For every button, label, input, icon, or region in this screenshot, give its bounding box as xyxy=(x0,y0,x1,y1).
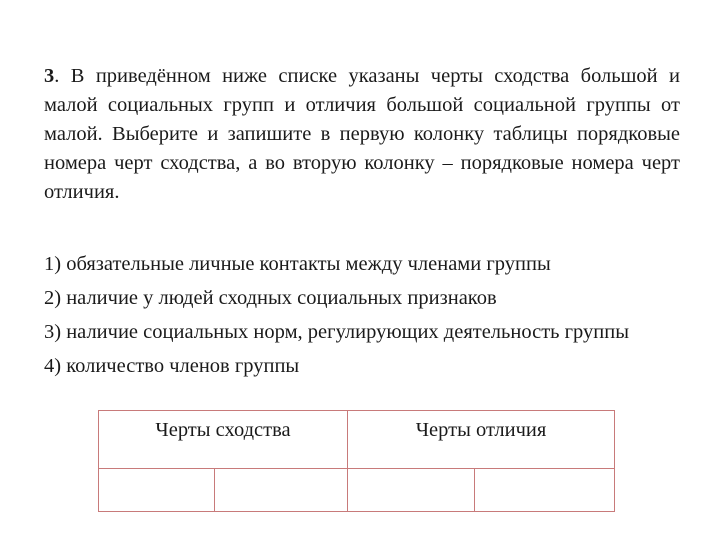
header-similarities: Черты сходства xyxy=(99,411,348,469)
task-number: 3 xyxy=(44,65,55,87)
list-item: 2) наличие у людей сходных социальных признаков xyxy=(44,287,497,309)
answer-cell-similarity-1[interactable] xyxy=(99,469,215,512)
answer-cell-difference-2[interactable] xyxy=(475,469,615,512)
table-header-row xyxy=(99,411,615,469)
answer-cell-difference-1[interactable] xyxy=(348,469,475,512)
list-item: 1) обязательные личные контакты между членами группы xyxy=(44,253,551,275)
list-item: 4) количество членов группы xyxy=(44,355,300,377)
answer-table xyxy=(98,410,615,512)
header-differences: Черты отличия xyxy=(348,411,615,469)
answer-cell-similarity-2[interactable] xyxy=(215,469,348,512)
task-statement: . В приведённом ниже списке указаны черты сходства большой и малой социальных групп и отличия большой социальной группы от малой. Выберите и запишите в первую колонку таблицы порядковые номера черт сходства, а во вторую колонку – порядковые номера черт отличия. xyxy=(44,65,680,203)
feature-list xyxy=(44,250,664,386)
task-text xyxy=(44,62,680,207)
table-answer-row xyxy=(99,469,615,512)
list-item: 3) наличие социальных норм, регулирующих деятельность группы xyxy=(44,321,630,343)
